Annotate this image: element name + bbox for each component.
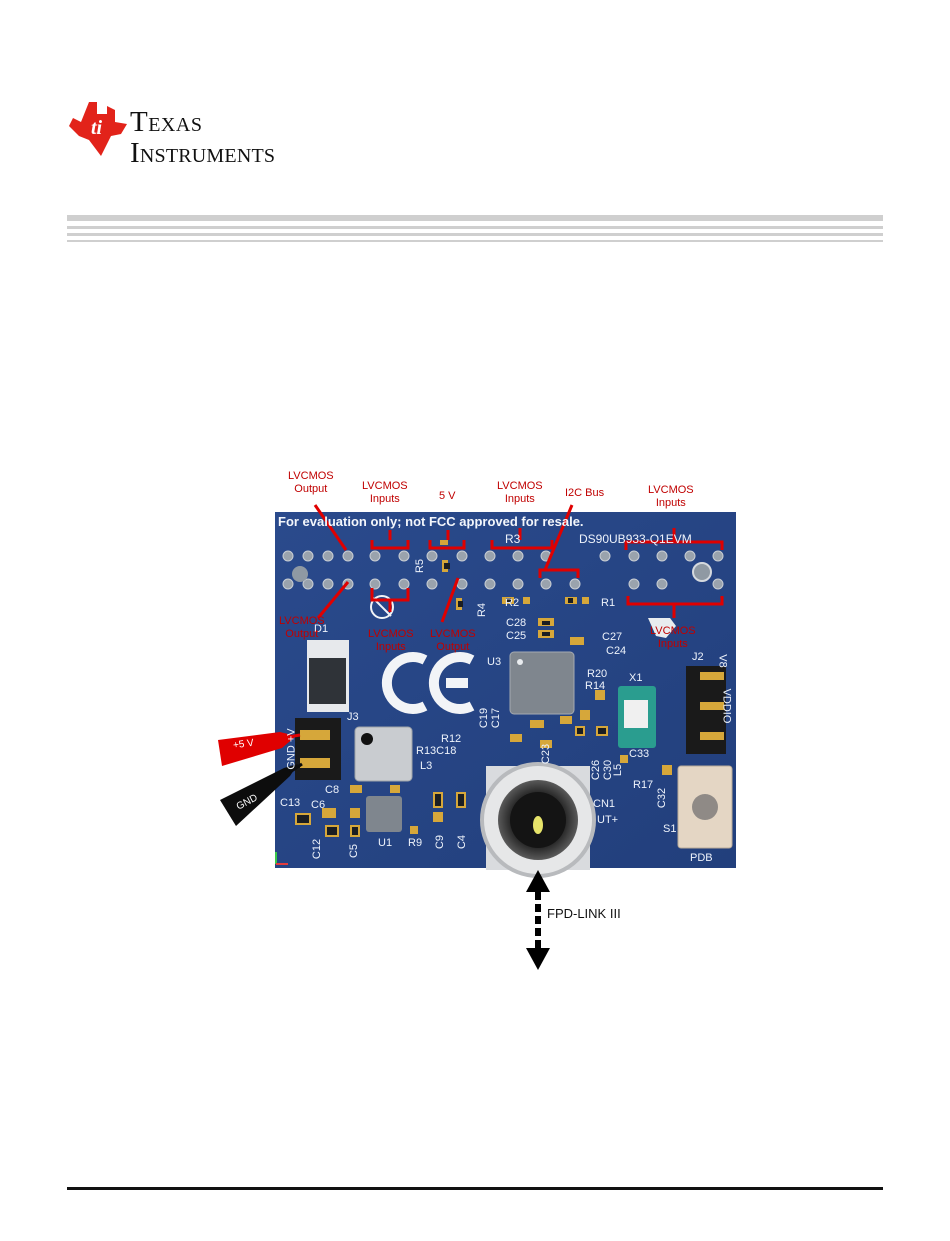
callout-line-1: LVCMOS bbox=[288, 470, 334, 482]
silk-c27: C27 bbox=[602, 631, 623, 643]
silk-v8: V8 bbox=[716, 654, 729, 668]
footer-rule bbox=[67, 1187, 883, 1190]
header-rule-3 bbox=[67, 233, 883, 236]
silk-c9: C9 bbox=[434, 834, 447, 850]
silk-r4: R4 bbox=[476, 602, 489, 618]
header-rule-2 bbox=[67, 226, 883, 229]
silk-r14: R14 bbox=[585, 680, 606, 692]
callout-line-1: LVCMOS bbox=[279, 615, 325, 627]
company-wordmark bbox=[130, 108, 275, 168]
silk-c32: C32 bbox=[656, 787, 669, 809]
silk-r3: R3 bbox=[505, 532, 521, 546]
board-banner: For evaluation only; not FCC approved for resale. bbox=[278, 514, 584, 529]
silk-r12: R12 bbox=[441, 733, 462, 745]
silk-c17: C17 bbox=[490, 707, 503, 729]
silk-j2: J2 bbox=[692, 651, 704, 663]
callout-bot-lvcmos-output-1 bbox=[279, 615, 325, 641]
silk-r2: R2 bbox=[505, 597, 520, 609]
wordmark-line-2: Instruments bbox=[130, 137, 276, 169]
svg-text:ti: ti bbox=[91, 117, 103, 139]
silk-u3: U3 bbox=[487, 656, 502, 668]
silk-c23: C23 bbox=[540, 743, 553, 765]
callout-top-lvcmos-inputs-2 bbox=[497, 480, 543, 506]
silk-c6: C6 bbox=[311, 799, 326, 811]
tag-gnd: GND bbox=[234, 792, 260, 813]
silk-c4: C4 bbox=[456, 834, 469, 850]
silk-c8: C8 bbox=[325, 784, 340, 796]
callout-line-1: LVCMOS bbox=[648, 484, 694, 496]
silk-c25: C25 bbox=[506, 630, 527, 642]
silk-cn1: CN1 bbox=[593, 798, 616, 810]
silk-c28: C28 bbox=[506, 617, 527, 629]
silk-c24: C24 bbox=[606, 645, 627, 657]
silk-c13: C13 bbox=[280, 797, 301, 809]
silk-r20: R20 bbox=[587, 668, 608, 680]
callout-line-2: Output bbox=[285, 628, 319, 640]
silk-r13c18: R13C18 bbox=[416, 745, 457, 757]
callout-bot-lvcmos-inputs-right bbox=[650, 625, 696, 651]
ti-logo-icon bbox=[67, 100, 129, 158]
silk-c19: C19 bbox=[478, 707, 491, 729]
silk-l3: L3 bbox=[420, 760, 433, 772]
callout-line-2: Output bbox=[294, 483, 328, 495]
callout-line-2: Inputs bbox=[504, 493, 535, 505]
callout-top-lvcmos-inputs-1 bbox=[362, 480, 408, 506]
callout-line-1: LVCMOS bbox=[362, 480, 408, 492]
callout-line-2: Inputs bbox=[655, 497, 686, 509]
wordmark-line-1: Texas bbox=[130, 106, 203, 138]
silk-r1: R1 bbox=[601, 597, 616, 609]
callout-line-2: Inputs bbox=[657, 638, 688, 650]
callout-top-lvcmos-inputs-3 bbox=[648, 484, 694, 510]
fpd-link-label: FPD-LINK III bbox=[547, 906, 621, 921]
header-rule-1 bbox=[67, 215, 883, 221]
silk-gnd-plus-v: GND +V bbox=[285, 728, 298, 770]
silk-j3: J3 bbox=[347, 711, 359, 723]
callout-line-2: Output bbox=[436, 641, 470, 653]
silk-x1: X1 bbox=[629, 672, 643, 684]
silk-pdb: PDB bbox=[690, 852, 713, 864]
silk-r17: R17 bbox=[633, 779, 654, 791]
callout-top-i2c-bus: I2C Bus bbox=[565, 487, 605, 499]
silk-s1: S1 bbox=[663, 823, 677, 835]
silk-c33: C33 bbox=[629, 748, 650, 760]
silk-c12: C12 bbox=[311, 838, 324, 860]
callout-line-1: LVCMOS bbox=[650, 625, 696, 637]
silk-l5: L5 bbox=[612, 763, 625, 777]
callout-bot-lvcmos-output-2 bbox=[430, 628, 476, 654]
header-rule-4 bbox=[67, 240, 883, 242]
callout-line-2: Inputs bbox=[369, 493, 400, 505]
callout-bot-lvcmos-inputs bbox=[368, 628, 414, 654]
evm-board-image bbox=[200, 500, 760, 980]
callout-line-2: Inputs bbox=[375, 641, 406, 653]
callout-line-1: LVCMOS bbox=[368, 628, 414, 640]
silk-c5: C5 bbox=[348, 843, 361, 859]
board-name: DS90UB933-Q1EVM bbox=[579, 532, 692, 546]
callout-top-lvcmos-output bbox=[288, 470, 334, 496]
callout-line-1: LVCMOS bbox=[497, 480, 543, 492]
silk-u1: U1 bbox=[378, 837, 393, 849]
silk-r5: R5 bbox=[414, 558, 427, 574]
silk-d1: D1 bbox=[314, 623, 329, 635]
callout-line-1: LVCMOS bbox=[430, 628, 476, 640]
silk-vddio: VDDIO bbox=[720, 688, 733, 724]
callout-top-5v: 5 V bbox=[439, 490, 456, 502]
silk-c26: C26 bbox=[590, 759, 603, 781]
silk-c30: C30 bbox=[602, 759, 615, 781]
tag-plus-5v: +5 V bbox=[232, 737, 255, 752]
silk-r9: R9 bbox=[408, 837, 423, 849]
silk-out-plus: UT+ bbox=[597, 814, 619, 826]
